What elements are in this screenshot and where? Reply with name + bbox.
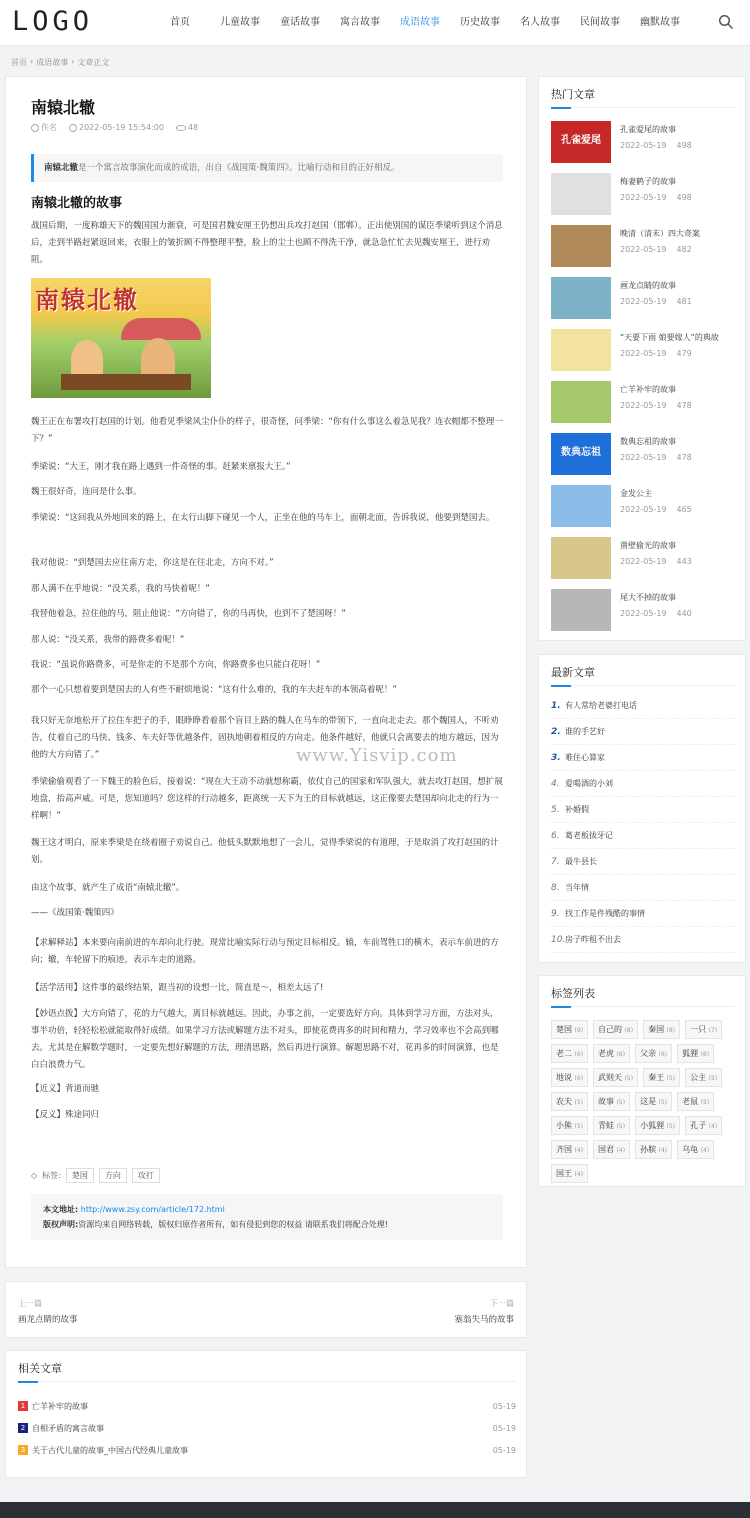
section-divider	[551, 107, 735, 108]
tag-count: (4)	[708, 1123, 718, 1130]
rank-number: 8.	[551, 882, 560, 893]
article-date: 2022-05-19 15:54:00	[79, 123, 164, 132]
latest-item[interactable]	[551, 693, 735, 719]
article-paragraph: 我对他说：“到楚国去应往南方走，你这是在往北走，方向不对。”	[31, 558, 274, 568]
hot-meta	[620, 609, 750, 618]
tag-chip[interactable]	[685, 1020, 722, 1039]
tag-chip[interactable]	[635, 1044, 672, 1063]
hot-views: 498	[676, 193, 692, 202]
tag-count: (6)	[574, 1051, 584, 1058]
tag-count: (7)	[708, 1027, 718, 1034]
latest-title[interactable]: 谁的手艺好	[565, 727, 605, 736]
article-paragraph: 【近义】背道而驰	[31, 1084, 100, 1094]
tag-count: (6)	[574, 1075, 584, 1082]
section-divider	[551, 1006, 735, 1007]
tag-chip[interactable]	[677, 1092, 714, 1111]
article-summary	[31, 154, 503, 182]
related-item[interactable]	[18, 1395, 516, 1417]
article-subtitle: 南辕北辙的故事	[31, 196, 123, 211]
article-tags	[31, 1168, 160, 1183]
tag-chip[interactable]	[551, 1044, 588, 1063]
tag-count: (5)	[616, 1099, 626, 1106]
latest-item[interactable]	[551, 719, 735, 745]
hot-date: 2022-05-19	[620, 193, 667, 202]
tag-name: 父亲	[640, 1049, 657, 1058]
tag-chip[interactable]	[635, 1116, 680, 1135]
latest-item[interactable]	[551, 849, 735, 875]
watermark: www.Yisvip.com	[296, 745, 458, 766]
rank-badge: 1	[18, 1401, 28, 1411]
tag-count: (6)	[700, 1051, 710, 1058]
latest-title[interactable]: 当年情	[565, 883, 589, 892]
article-thumbnail[interactable]	[551, 485, 611, 527]
latest-title[interactable]: 补婚假	[565, 805, 589, 814]
tag-name: 这是	[640, 1097, 657, 1106]
article-paragraph: 我替他着急，拉住他的马，阻止他说：“方向错了，你的马再快，也到不了楚国呀！”	[31, 609, 346, 619]
related-title[interactable]: 亡羊补牢的故事	[32, 1401, 88, 1411]
site-logo[interactable]: LOGO	[12, 6, 94, 37]
latest-title[interactable]: 葛老板拔牙记	[565, 831, 613, 840]
hot-views: 479	[676, 349, 692, 358]
article-paragraph: 【妙语点拨】大方向错了，花的力气越大，离目标就越远。因此，办事之前，一定要选好方向。具体到学习方面，方法对头，事半功倍，轻轻松松就能取得好成绩。如果学习方法或解题方法不对头，即使花费再多的时间和精力，学习效率也不会高到哪去。尤其是在解数学题时，一定要先想好解题的方法，理清思路，然后再进行演算。解题思路不对，花再多的时间演算，也是白白浪费力气。	[31, 1009, 499, 1070]
rank-number: 6.	[551, 830, 560, 841]
latest-item[interactable]	[551, 875, 735, 901]
tag-name: 老二	[556, 1049, 572, 1058]
next-label: 下一篇	[490, 1299, 514, 1308]
tag-chip[interactable]	[593, 1068, 638, 1087]
hot-title[interactable]: 数典忘祖的故事	[620, 437, 676, 446]
breadcrumb-home[interactable]: 首页	[11, 58, 27, 67]
article-paragraph: 【活学活用】这件事的最终结果，跟当初的设想一比，简直是～，相差太远了!	[31, 983, 324, 993]
tag-count: (5)	[616, 1123, 626, 1130]
next-title: 塞翁失马的故事	[454, 1315, 514, 1325]
tag-chip[interactable]	[677, 1140, 714, 1159]
hot-views: 481	[676, 297, 692, 306]
article-thumbnail[interactable]	[551, 121, 611, 163]
tag-name: 狐狸	[682, 1049, 699, 1058]
hot-views: 478	[676, 401, 692, 410]
article-paragraph: 我只好无奈地松开了拉住车把子的手，眼睁睁看着那个盲目上路的魏人在马车的带领下，一直向北走去。那个魏国人，不听劝告，仗着自己的马快、钱多、车夫好等优越条件，固执地朝着相反的方向走。他条件越好，他就只会离要去的地方越远，因为他的大方向错了。”	[31, 716, 499, 760]
article-intro: 战国后期，一度称雄天下的魏国国力渐衰，可是国君魏安厘王仍想出兵攻打赵国（邯郸）。正出使别国的谋臣季梁听到这个消息后，走到半路赶紧返回来，衣服上的皱折顾不得整理平整，脸上的尘土也顾不得洗干净，就急急忙忙去见魏安厘王，进行劝阻。	[31, 221, 503, 265]
prev-next-card	[5, 1281, 527, 1338]
tag-chip[interactable]	[551, 1116, 588, 1135]
tag-chip[interactable]	[593, 1092, 630, 1111]
section-divider	[18, 1381, 516, 1382]
hot-views: 465	[676, 505, 692, 514]
tag-name: 老虎	[598, 1049, 615, 1058]
prev-article-link[interactable]	[18, 1296, 78, 1328]
hot-meta	[620, 349, 750, 358]
prev-label: 上一篇	[18, 1299, 42, 1308]
tag-count: (5)	[624, 1075, 634, 1082]
hot-articles-card	[538, 76, 746, 641]
next-article-link[interactable]	[454, 1296, 514, 1328]
breadcrumb-category[interactable]: 成语故事	[36, 58, 69, 67]
hot-views: 498	[676, 141, 692, 150]
related-item[interactable]	[18, 1439, 516, 1461]
rank-number: 3.	[551, 752, 561, 763]
hot-views: 478	[676, 453, 692, 462]
article-paragraph: 【求解释站】本来要向南前进的车却向北行驶。现常比喻实际行动与预定目标相反。辕，车前驾牲口的横木，表示车前进的方向；辙，车轮留下的痕迹，表示车走的道路。	[31, 938, 499, 965]
latest-title[interactable]: 找工作是件残酷的事情	[565, 909, 645, 918]
tag-name: 公主	[690, 1073, 707, 1082]
article-paragraph: ——《战国策·魏策四》	[31, 908, 119, 918]
article-views: 48	[187, 123, 199, 132]
rank-badge: 2	[18, 1423, 28, 1433]
tag-count: (5)	[666, 1123, 676, 1130]
hot-views: 482	[676, 245, 692, 254]
tag-name: 一只	[690, 1025, 707, 1034]
hot-title[interactable]: 尾大不掉的故事	[620, 593, 676, 602]
tag-chip[interactable]	[593, 1116, 630, 1135]
tag-name: 自己的	[598, 1025, 623, 1034]
rank-number: 2.	[551, 726, 561, 737]
tag-count: (8)	[666, 1027, 676, 1034]
tags-label: 标签:	[42, 1171, 61, 1180]
nav-item[interactable]: 童话故事	[280, 17, 320, 28]
tag-name: 孔子	[690, 1121, 707, 1130]
summary-text: 是一个寓言故事演化而成的成语，出自《战国策·魏策四》。比喻行动和目的正好相反。	[78, 163, 400, 173]
tag-chip[interactable]	[685, 1068, 722, 1087]
rank-number: 5.	[551, 804, 560, 815]
tag-name: 青蛙	[598, 1121, 615, 1130]
article-paragraph: 我说：“虽说你路费多，可是你走的不是那个方向，你路费多也只能白花呀！”	[31, 660, 321, 670]
tag-count: (8)	[624, 1027, 634, 1034]
eye-icon	[176, 125, 186, 131]
tag-name: 秦王	[648, 1073, 665, 1082]
latest-articles-card	[538, 654, 746, 963]
tag-count: (9)	[574, 1027, 584, 1034]
tag-name: 老鼠	[682, 1097, 699, 1106]
related-title[interactable]: 自相矛盾的寓言故事	[32, 1423, 104, 1433]
tag-chip[interactable]	[551, 1164, 588, 1183]
tag-count: (4)	[574, 1147, 584, 1154]
rank-number: 10.	[551, 934, 566, 945]
tag-link[interactable]: 攻打	[132, 1168, 160, 1183]
hot-meta	[620, 297, 750, 306]
copyright-label: 版权声明:	[43, 1220, 79, 1229]
article-meta	[31, 122, 198, 133]
cart-graphic	[61, 374, 191, 390]
tag-chip[interactable]	[643, 1068, 680, 1087]
hot-date: 2022-05-19	[620, 557, 667, 566]
tag-chip[interactable]	[551, 1068, 588, 1087]
tag-chip[interactable]	[551, 1092, 588, 1111]
related-date: 05-19	[492, 1423, 516, 1433]
article-thumbnail[interactable]	[551, 225, 611, 267]
article-card	[5, 76, 527, 1268]
latest-title[interactable]: 爱喝酒的小刘	[565, 779, 613, 788]
tag-count: (4)	[616, 1147, 626, 1154]
rank-number: 4.	[551, 778, 560, 789]
clock-icon	[69, 124, 77, 132]
rank-number: 7.	[551, 856, 560, 867]
hot-title[interactable]: 金发公主	[620, 489, 652, 498]
article-thumbnail[interactable]	[551, 329, 611, 371]
hot-meta	[620, 401, 750, 410]
hot-title[interactable]: 孔雀爱尾的故事	[620, 125, 676, 134]
rank-badge: 3	[18, 1445, 28, 1455]
section-title: 相关文章	[18, 1362, 62, 1375]
copyright-box	[31, 1194, 503, 1240]
latest-item[interactable]	[551, 901, 735, 927]
illustration-title: 南辕北辙	[35, 286, 139, 314]
tag-name: 楚国	[556, 1025, 572, 1034]
hot-date: 2022-05-19	[620, 245, 667, 254]
nav-item[interactable]: 历史故事	[460, 17, 500, 28]
hot-title[interactable]: “天要下雨 娘要嫁人”的典故	[620, 333, 719, 342]
latest-list	[551, 693, 735, 953]
prev-title: 画龙点睛的故事	[18, 1315, 78, 1325]
hot-date: 2022-05-19	[620, 453, 667, 462]
article-paragraph: 季梁说：“大王，刚才我在路上遇到一件奇怪的事。赶紧来禀报大王。”	[31, 462, 291, 472]
article-paragraph: 由这个故事，就产生了成语“南辕北辙”。	[31, 883, 185, 893]
article-illustration	[31, 278, 211, 398]
tag-count: (4)	[574, 1171, 584, 1178]
hot-title[interactable]: 梅妻鹤子的故事	[620, 177, 676, 186]
hot-title[interactable]: 凿壁偷光的故事	[620, 541, 676, 550]
nav-item[interactable]: 寓言故事	[340, 17, 380, 28]
tag-count: (4)	[658, 1147, 668, 1154]
tag-name: 小狐狸	[640, 1121, 665, 1130]
article-paragraph: 魏王正在布署攻打赵国的计划。他看见季梁风尘仆仆的样子，很奇怪，问季梁：“你有什么事这么着急见我？连衣帽都不整理一下？”	[31, 417, 503, 444]
tag-count: (4)	[700, 1147, 710, 1154]
article-thumbnail[interactable]	[551, 277, 611, 319]
hot-date: 2022-05-19	[620, 297, 667, 306]
tag-name: 地说	[556, 1073, 572, 1082]
tag-chip[interactable]	[551, 1020, 588, 1039]
hot-meta	[620, 453, 750, 462]
article-author: 佚名	[41, 123, 57, 132]
article-thumbnail[interactable]	[551, 589, 611, 631]
tag-chip[interactable]	[635, 1092, 672, 1111]
latest-item[interactable]	[551, 823, 735, 849]
tag-name: 武则天	[598, 1073, 623, 1082]
tag-chip[interactable]	[593, 1044, 630, 1063]
tag-count: (5)	[574, 1123, 584, 1130]
hot-views: 440	[676, 609, 692, 618]
tag-name: 孙膑	[640, 1145, 657, 1154]
tag-chip[interactable]	[635, 1140, 672, 1159]
tag-name: 国君	[598, 1145, 615, 1154]
tag-name: 秦国	[648, 1025, 665, 1034]
article-paragraph: 【反义】殊途同归	[31, 1110, 100, 1120]
section-title: 最新文章	[551, 666, 595, 679]
latest-item[interactable]	[551, 771, 735, 797]
tag-chip[interactable]	[593, 1140, 630, 1159]
article-paragraph: 那人说：“没关系，我带的路费多着呢！”	[31, 635, 185, 645]
rank-number: 1.	[551, 700, 561, 711]
main-nav	[150, 0, 690, 46]
tag-name: 国王	[556, 1169, 572, 1178]
nav-item[interactable]: 首页	[170, 17, 190, 28]
tag-count: (6)	[658, 1051, 668, 1058]
hot-meta	[620, 193, 750, 202]
top-navbar	[0, 0, 750, 46]
latest-title[interactable]: 有人常给老婆打电话	[565, 701, 637, 710]
latest-title[interactable]: 最牛县长	[565, 857, 597, 866]
latest-item[interactable]	[551, 745, 735, 771]
related-item[interactable]	[18, 1417, 516, 1439]
section-title: 标签列表	[551, 987, 595, 1000]
nav-item[interactable]: 成语故事	[400, 17, 440, 28]
tag-name: 农夫	[556, 1097, 572, 1106]
hot-date: 2022-05-19	[620, 141, 667, 150]
tag-icon: ◇	[31, 1171, 38, 1180]
tag-link[interactable]: 楚国	[66, 1168, 94, 1183]
article-paragraph: 魏王很好奇，连问是什么事。	[31, 487, 142, 497]
latest-title[interactable]: 难住心算家	[565, 753, 605, 762]
tag-name: 小熊	[556, 1121, 572, 1130]
article-url-link[interactable]: http://www.zsy.com/article/172.html	[80, 1205, 225, 1214]
thumbnail-text: 数典忘祖	[561, 447, 601, 458]
nav-item[interactable]: 名人故事	[520, 17, 560, 28]
hot-views: 443	[676, 557, 692, 566]
related-list	[18, 1395, 516, 1461]
breadcrumb	[11, 57, 109, 68]
nav-item[interactable]: 民间故事	[580, 17, 620, 28]
article-title: 南辕北辙	[31, 98, 96, 117]
tag-count: (5)	[708, 1075, 718, 1082]
related-title[interactable]: 关于古代儿童的故事_中国古代经典儿童故事	[32, 1445, 188, 1455]
tag-count: (5)	[666, 1075, 676, 1082]
article-paragraph: 季梁偷偷观看了一下魏王的脸色后，接着说：“现在大王动不动就想称霸，依仗自己的国家和军队强大，就去攻打赵国，想扩展地盘，抬高声威。可是，您知道吗？您这样的行动越多，距离统一天下为王的目标就越远，这正像要去楚国却向北走的行为一样啊！”	[31, 777, 503, 821]
article-thumbnail[interactable]	[551, 537, 611, 579]
latest-item[interactable]	[551, 797, 735, 823]
article-paragraph: 那个一心只想着要到楚国去的人有些不耐烦地说：“这有什么难的，我的车夫赶车的本领高着呢！”	[31, 685, 397, 695]
tag-count: (5)	[574, 1099, 584, 1106]
hot-meta	[620, 557, 750, 566]
url-label: 本文地址:	[43, 1205, 79, 1214]
hot-date: 2022-05-19	[620, 401, 667, 410]
related-articles-card	[5, 1350, 527, 1478]
tag-count: (5)	[700, 1099, 710, 1106]
tag-chip[interactable]	[643, 1020, 680, 1039]
tag-count: (6)	[616, 1051, 626, 1058]
tag-count: (5)	[658, 1099, 668, 1106]
hot-meta	[620, 141, 750, 150]
breadcrumb-current: 文章正文	[77, 58, 110, 67]
copyright-text: 资源均来自网络转载，版权归原作者所有，如有侵犯到您的权益 请联系我们将配合处理!	[78, 1220, 388, 1229]
article-thumbnail[interactable]	[551, 173, 611, 215]
tag-name: 乌龟	[682, 1145, 699, 1154]
user-icon	[31, 124, 39, 132]
hot-date: 2022-05-19	[620, 505, 667, 514]
hot-meta	[620, 245, 750, 254]
hot-date: 2022-05-19	[620, 349, 667, 358]
tag-chip[interactable]	[677, 1044, 714, 1063]
section-divider	[551, 685, 735, 686]
thumbnail-text: 孔雀爱尾	[561, 135, 601, 146]
tag-cloud	[551, 1020, 739, 1183]
rank-number: 9.	[551, 908, 560, 919]
chevron-right-icon: ›	[30, 57, 34, 66]
tag-name: 故事	[598, 1097, 615, 1106]
hot-title[interactable]: 亡羊补牢的故事	[620, 385, 676, 394]
related-date: 05-19	[492, 1445, 516, 1455]
article-paragraph: 魏王这才明白，原来季梁是在绕着圈子劝说自己。他低头默默地想了一会儿，觉得季梁说的有道理，于是取消了攻打赵国的计划。	[31, 838, 499, 865]
article-paragraph: 季梁说：“这回我从外地回来的路上，在太行山脚下碰见一个人，正坐在他的马车上，面朝北面，告诉我说，他要到楚国去。	[31, 513, 495, 523]
hot-date: 2022-05-19	[620, 609, 667, 618]
tag-name: 齐国	[556, 1145, 572, 1154]
tag-chip[interactable]	[551, 1140, 588, 1159]
chevron-right-icon: ›	[71, 57, 75, 66]
hot-meta	[620, 505, 750, 514]
tag-chip[interactable]	[593, 1020, 638, 1039]
tag-link[interactable]: 方向	[99, 1168, 127, 1183]
hot-title[interactable]: 画龙点睛的故事	[620, 281, 676, 290]
article-thumbnail[interactable]	[551, 433, 611, 475]
hot-title[interactable]: 晚清（清末）四大奇案	[620, 229, 700, 238]
search-icon[interactable]	[718, 14, 734, 30]
latest-title[interactable]: 房子昨租不出去	[565, 935, 621, 944]
latest-item[interactable]	[551, 927, 735, 953]
tag-chip[interactable]	[685, 1116, 722, 1135]
related-date: 05-19	[492, 1401, 516, 1411]
footer	[0, 1502, 750, 1518]
nav-item[interactable]: 幽默故事	[640, 17, 680, 28]
umbrella-graphic	[121, 318, 201, 340]
article-paragraph: 那人满不在乎地说：“没关系，我的马快着呢！”	[31, 584, 210, 594]
tag-list-card	[538, 975, 746, 1187]
article-thumbnail[interactable]	[551, 381, 611, 423]
nav-item[interactable]: 儿童故事	[220, 17, 260, 28]
summary-term: 南辕北辙	[44, 163, 79, 173]
section-title: 热门文章	[551, 88, 595, 101]
